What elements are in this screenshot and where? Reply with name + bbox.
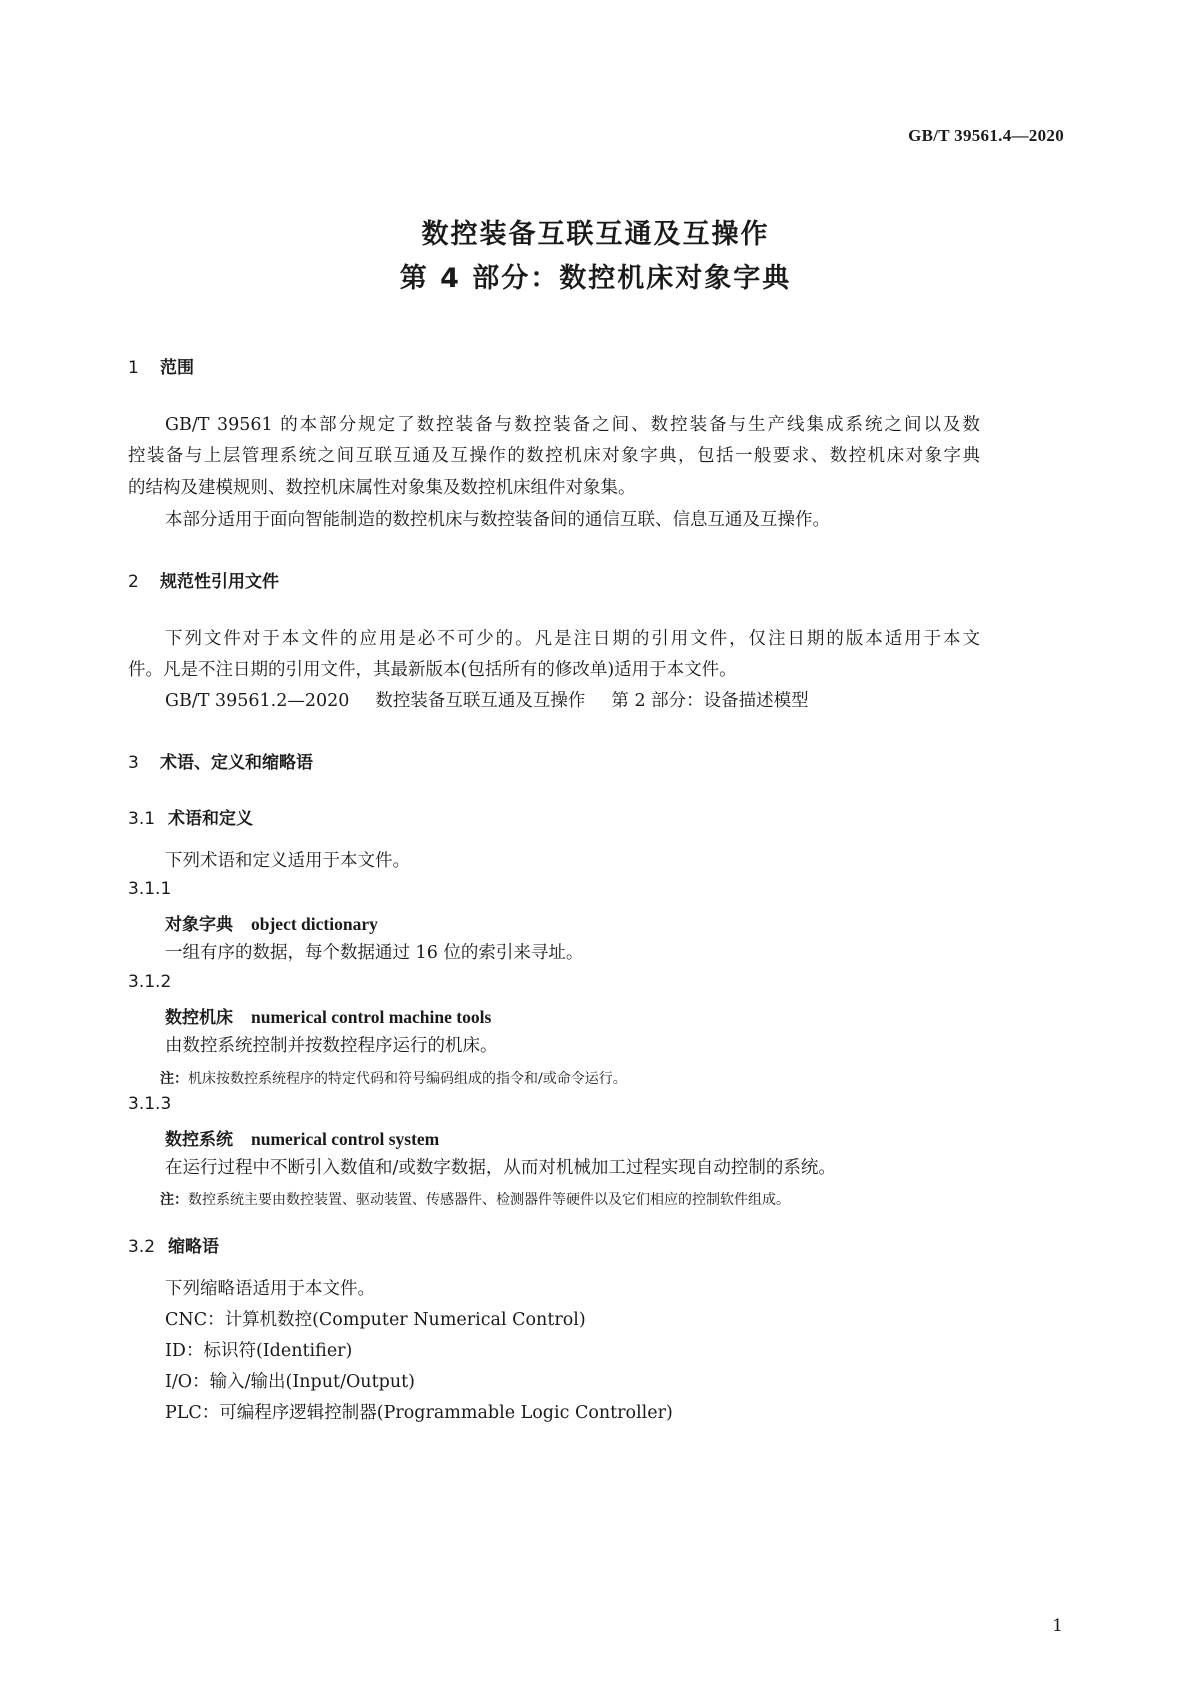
- note-label: 注：: [160, 1071, 188, 1087]
- term-zh: 数控系统: [165, 1130, 233, 1150]
- section-title: 术语、定义和缩略语: [160, 753, 313, 773]
- abbreviation-item: I/O：输入/输出(Input/Output): [165, 1372, 415, 1392]
- term-zh: 对象字典: [165, 915, 233, 935]
- section-number: 2: [128, 572, 139, 592]
- abbreviation-item: CNC：计算机数控(Computer Numerical Control): [165, 1310, 586, 1330]
- term-definition: 一组有序的数据，每个数据通过 16 位的索引来寻址。: [165, 943, 584, 963]
- term-number: 3.1.1: [128, 879, 172, 899]
- page-number: 1: [1052, 1616, 1063, 1636]
- term-zh: 数控机床: [165, 1008, 233, 1028]
- term-en: object dictionary: [251, 914, 378, 934]
- term-number: 3.1.3: [128, 1094, 172, 1114]
- term-note: [160, 1068, 627, 1088]
- section-1-heading: [128, 353, 194, 378]
- term-entry: [165, 910, 378, 935]
- section-1-para2: 本部分适用于面向智能制造的数控机床与数控装备间的通信互联、信息互通及互操作。: [165, 510, 830, 530]
- reference-part: 第 2 部分：设备描述模型: [611, 691, 809, 711]
- abbreviation-item: ID：标识符(Identifier): [165, 1341, 353, 1361]
- section-2-para-line2: 件。凡是不注日期的引用文件，其最新版本(包括所有的修改单)适用于本文件。: [128, 660, 737, 680]
- section-title: 缩略语: [168, 1237, 219, 1257]
- section-number: 3.2: [128, 1237, 156, 1257]
- section-3-2-heading: [128, 1232, 219, 1257]
- section-1-para-line2: 控装备与上层管理系统之间互联互通及互操作的数控机床对象字典，包括一般要求、数控机床对象字典: [128, 446, 980, 466]
- abbreviations-intro: 下列缩略语适用于本文件。: [165, 1279, 375, 1299]
- reference-title: 数控装备互联互通及互操作: [375, 691, 586, 711]
- section-title: 范围: [160, 358, 194, 378]
- terms-intro: 下列术语和定义适用于本文件。: [165, 851, 410, 871]
- section-2-heading: [128, 567, 279, 592]
- note-text: 机床按数控系统程序的特定代码和符号编码组成的指令和/或命令运行。: [188, 1071, 627, 1087]
- section-number: 3.1: [128, 809, 156, 829]
- section-1-para-line1: GB/T 39561 的本部分规定了数控装备与数控装备之间、数控装备与生产线集成系统之间以及数: [165, 415, 980, 435]
- normative-reference: [165, 685, 809, 717]
- term-entry: [165, 1125, 439, 1150]
- term-definition: 由数控系统控制并按数控程序运行的机床。: [165, 1036, 498, 1056]
- section-title: 规范性引用文件: [160, 572, 279, 592]
- standard-number: GB/T 39561.4—2020: [908, 126, 1064, 145]
- term-number: 3.1.2: [128, 972, 172, 992]
- abbreviation-item: PLC：可编程序逻辑控制器(Programmable Logic Controller): [165, 1403, 673, 1423]
- document-title-line2: 第 4 部分：数控机床对象字典: [399, 263, 792, 294]
- section-number: 3: [128, 753, 139, 773]
- section-3-heading: [128, 748, 313, 773]
- section-1-para-line3: 的结构及建模规则、数控机床属性对象集及数控机床组件对象集。: [128, 478, 636, 498]
- section-2-para-line1: 下列文件对于本文件的应用是必不可少的。凡是注日期的引用文件，仅注日期的版本适用于本文: [165, 629, 980, 649]
- term-entry: [165, 1003, 491, 1028]
- section-3-1-heading: [128, 804, 253, 829]
- section-number: 1: [128, 358, 139, 378]
- note-label: 注：: [160, 1192, 188, 1208]
- term-en: numerical control machine tools: [251, 1007, 492, 1027]
- term-en: numerical control system: [251, 1129, 440, 1149]
- document-title-line1: 数控装备互联互通及互操作: [421, 219, 770, 250]
- reference-code: GB/T 39561.2—2020: [165, 691, 350, 711]
- note-text: 数控系统主要由数控装置、驱动装置、传感器件、检测器件等硬件以及它们相应的控制软件组成。: [188, 1192, 790, 1208]
- section-title: 术语和定义: [168, 809, 253, 829]
- term-definition: 在运行过程中不断引入数值和/或数字数据，从而对机械加工过程实现自动控制的系统。: [165, 1158, 836, 1178]
- term-note: [160, 1189, 790, 1209]
